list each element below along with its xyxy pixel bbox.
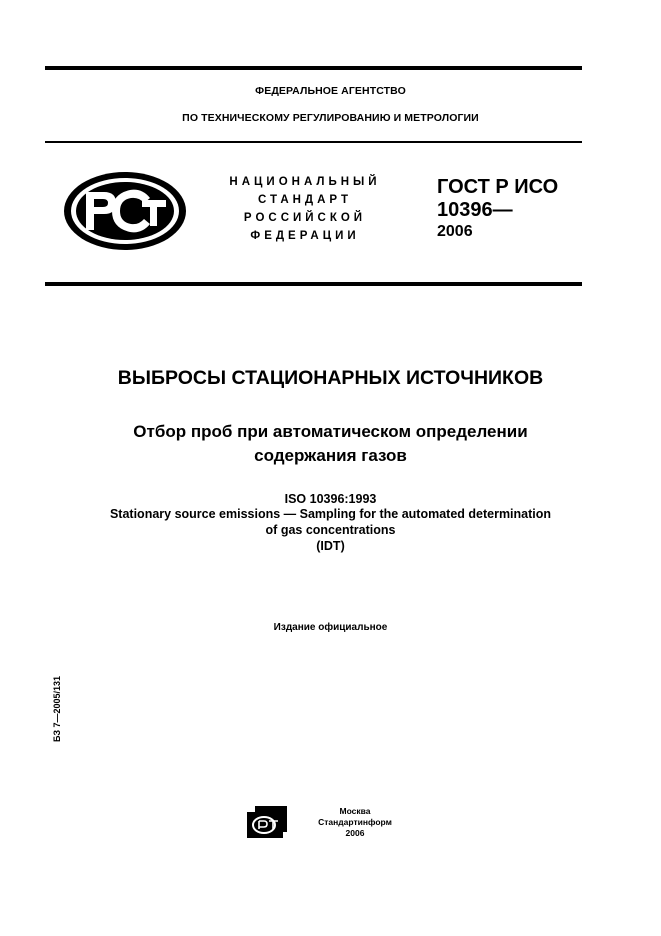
official-edition-label: Издание официальное (273, 622, 388, 633)
gost-designation-line-2: 10396— (437, 199, 513, 221)
gost-year: 2006 (437, 223, 473, 240)
block-bottom-rule (45, 282, 582, 286)
document-title: ВЫБРОСЫ СТАЦИОНАРНЫХ ИСТОЧНИКОВ (117, 367, 544, 389)
rst-logo-icon (62, 170, 188, 252)
national-standard-line-3: РОССИЙСКОЙ (243, 212, 367, 224)
gost-designation-line-1: ГОСТ Р ИСО (437, 176, 559, 198)
publisher-year: 2006 (345, 828, 365, 838)
iso-number: ISO 10396:1993 (284, 492, 377, 506)
national-standard-line-2: СТАНДАРТ (258, 194, 352, 206)
document-subtitle-line-2: содержания газов (254, 446, 407, 465)
publisher-city: Москва (339, 806, 371, 816)
publisher-name: Стандартинформ (318, 817, 392, 827)
agency-line-1: ФЕДЕРАЛЬНОЕ АГЕНТСТВО (255, 85, 406, 97)
national-standard-line-4: ФЕДЕРАЦИИ (250, 230, 360, 242)
top-rule (45, 66, 582, 70)
header-rule (45, 141, 582, 143)
iso-english-title-line-2: of gas concentrations (265, 523, 396, 537)
side-registration-code: БЗ 7—2005/131 (52, 675, 62, 742)
document-subtitle-line-1: Отбор проб при автоматическом определении (133, 422, 528, 441)
agency-line-2: ПО ТЕХНИЧЕСКОМУ РЕГУЛИРОВАНИЮ И МЕТРОЛОГИИ (182, 112, 479, 124)
standartinform-logo-icon (247, 806, 287, 838)
national-standard-line-1: НАЦИОНАЛЬНЫЙ (229, 176, 381, 188)
iso-equivalence-degree: (IDT) (316, 539, 345, 553)
iso-english-title-line-1: Stationary source emissions — Sampling for the automated determination (109, 507, 552, 521)
